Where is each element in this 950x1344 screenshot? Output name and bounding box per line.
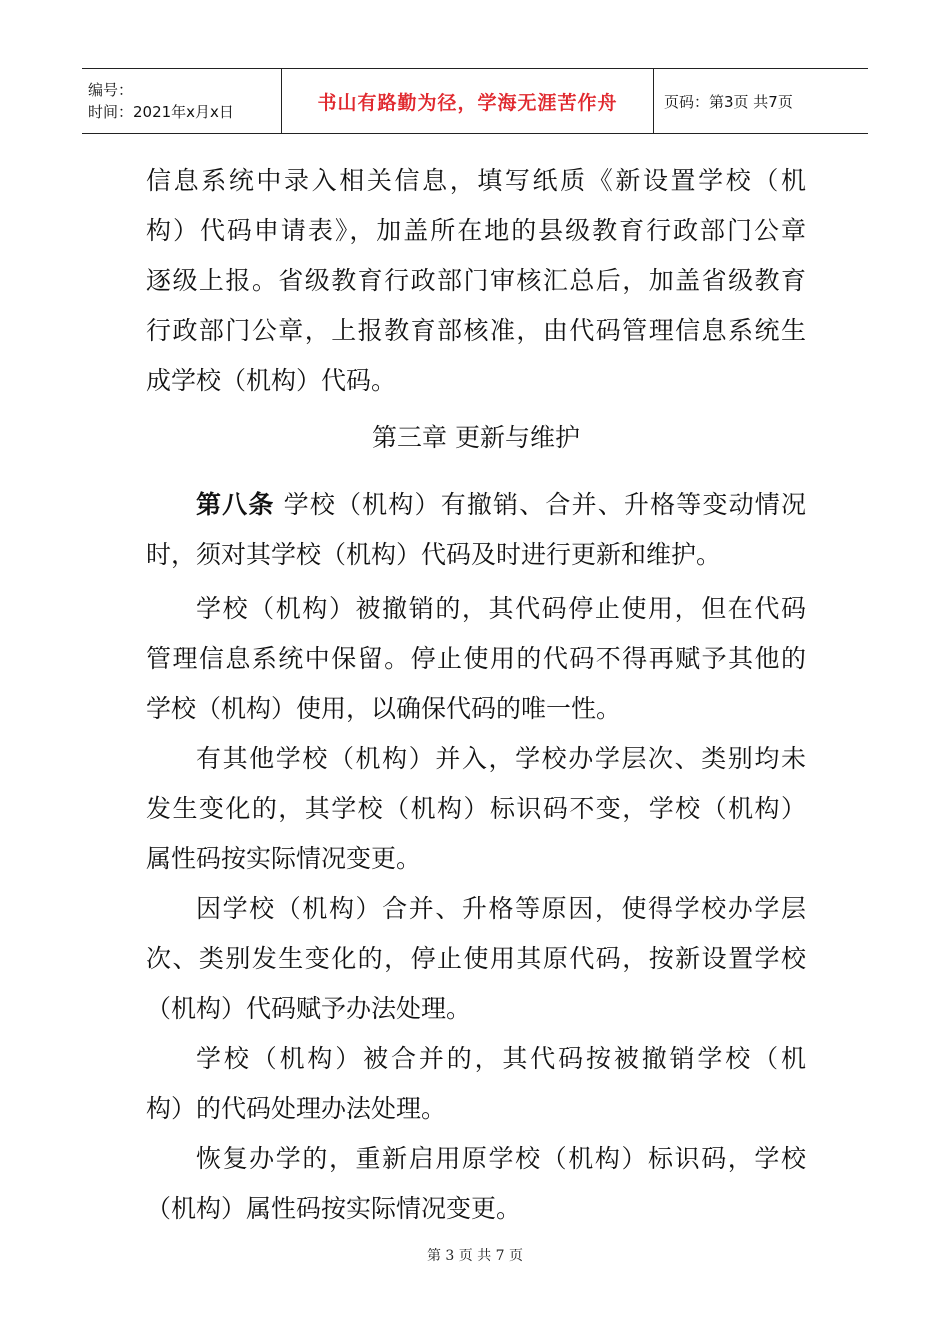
text-line: 构）的代码处理办法处理。	[146, 1094, 447, 1123]
text-line: 有其他学校（机构）并入，学校办学层次、类别均未	[196, 744, 806, 773]
article-line	[146, 480, 806, 530]
header-meta	[82, 69, 282, 133]
text-line: 行政部门公章，上报教育部核准，由代码管理信息系统生	[146, 316, 806, 345]
text-line: 学校（机构）被撤销的，其代码停止使用，但在代码	[196, 594, 806, 623]
article-text: 学校（机构）有撤销、合并、升格等变动情况	[283, 490, 806, 519]
header-motto: 书山有路勤为径，学海无涯苦作舟	[317, 91, 618, 114]
header-motto-cell	[282, 69, 654, 133]
text-line: 逐级上报。省级教育行政部门审核汇总后，加盖省级教育	[146, 266, 806, 295]
text-line: 属性码按实际情况变更。	[146, 844, 422, 873]
header-page-info	[654, 69, 868, 133]
text-line: 学校（机构）被合并的，其代码按被撤销学校（机	[196, 1044, 806, 1073]
text-line: 时，须对其学校（机构）代码及时进行更新和维护。	[146, 540, 722, 569]
page-footer: 第 3 页 共 7 页	[426, 1248, 524, 1264]
text-line: 成学校（机构）代码。	[146, 366, 397, 395]
page-header	[82, 68, 868, 134]
text-line: 发生变化的，其学校（机构）标识码不变，学校（机构）	[146, 794, 806, 823]
text-line: 管理信息系统中保留。停止使用的代码不得再赋予其他的	[146, 644, 806, 673]
document-time-label: 时间：2021年x月x日	[88, 103, 234, 121]
text-line: 信息系统中录入相关信息，填写纸质《新设置学校（机	[146, 166, 806, 195]
header-page-number: 页码：第3页 共7页	[664, 92, 793, 111]
text-line: （机构）代码赋予办法处理。	[146, 994, 472, 1023]
text-line: 恢复办学的，重新启用原学校（机构）标识码，学校	[196, 1144, 806, 1173]
text-line: （机构）属性码按实际情况变更。	[146, 1194, 522, 1223]
document-body	[146, 156, 806, 1234]
article-label: 第八条	[196, 490, 275, 519]
text-line: 学校（机构）使用，以确保代码的唯一性。	[146, 694, 622, 723]
text-line: 构）代码申请表》，加盖所在地的县级教育行政部门公章	[146, 216, 806, 245]
text-line: 次、类别发生变化的，停止使用其原代码，按新设置学校	[146, 944, 806, 973]
document-number-label: 编号：	[88, 81, 134, 99]
chapter-heading: 第三章 更新与维护	[372, 423, 580, 452]
text-line: 因学校（机构）合并、升格等原因，使得学校办学层	[196, 894, 806, 923]
